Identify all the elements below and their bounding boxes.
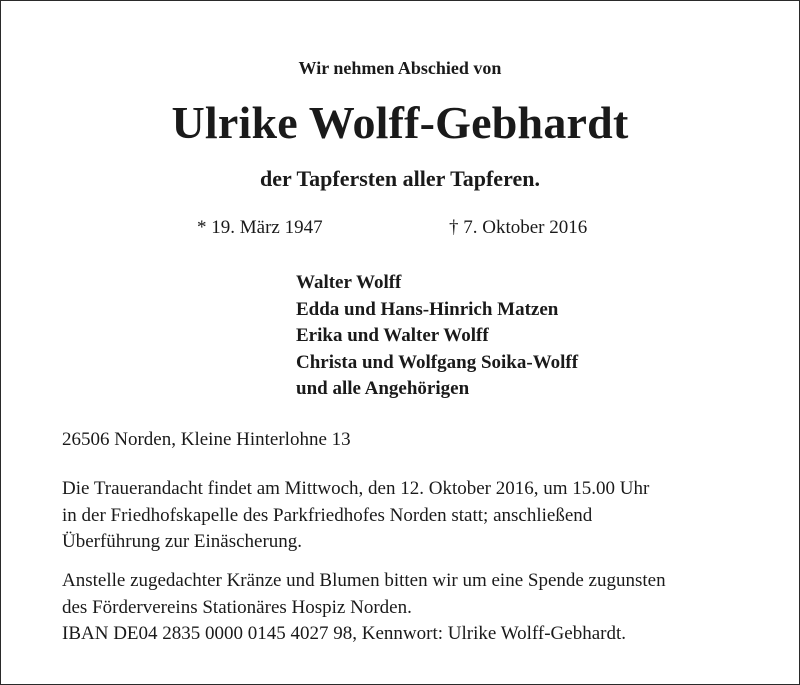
mourner-name: Christa und Wolfgang Soika-Wolff — [296, 351, 579, 373]
death-date: † 7. Oktober 2016 — [449, 217, 588, 238]
donation-paragraph — [62, 568, 666, 648]
address: 26506 Norden, Kleine Hinterlohne 13 — [62, 429, 351, 450]
mourner-name: und alle Angehörigen — [296, 378, 470, 399]
birth-date: * 19. März 1947 — [197, 217, 323, 238]
deceased-name: Ulrike Wolff-Gebhardt — [171, 97, 629, 148]
mourner-name: Edda und Hans-Hinrich Matzen — [296, 298, 559, 320]
donation-line: des Fördervereins Stationäres Hospiz Norden. — [62, 596, 412, 618]
service-line: in der Friedhofskapelle des Parkfriedhofes Norden statt; anschließend — [62, 504, 593, 526]
mourner-name: Walter Wolff — [296, 272, 402, 293]
intro-line: Wir nehmen Abschied von — [298, 58, 502, 78]
mourners-list — [296, 270, 578, 403]
service-line: Die Trauerandacht findet am Mittwoch, den 12. Oktober 2016, um 15.00 Uhr — [62, 478, 650, 499]
mourner-name: Erika und Walter Wolff — [296, 325, 489, 346]
tribute-line: der Tapfersten aller Tapferen. — [260, 166, 540, 191]
service-line: Überführung zur Einäscherung. — [62, 531, 303, 552]
donation-line: Anstelle zugedachter Kränze und Blumen bitten wir um eine Spende zugunsten — [62, 570, 666, 591]
service-paragraph — [62, 476, 649, 556]
donation-line: IBAN DE04 2835 0000 0145 4027 98, Kennwort: Ulrike Wolff-Gebhardt. — [62, 623, 626, 644]
